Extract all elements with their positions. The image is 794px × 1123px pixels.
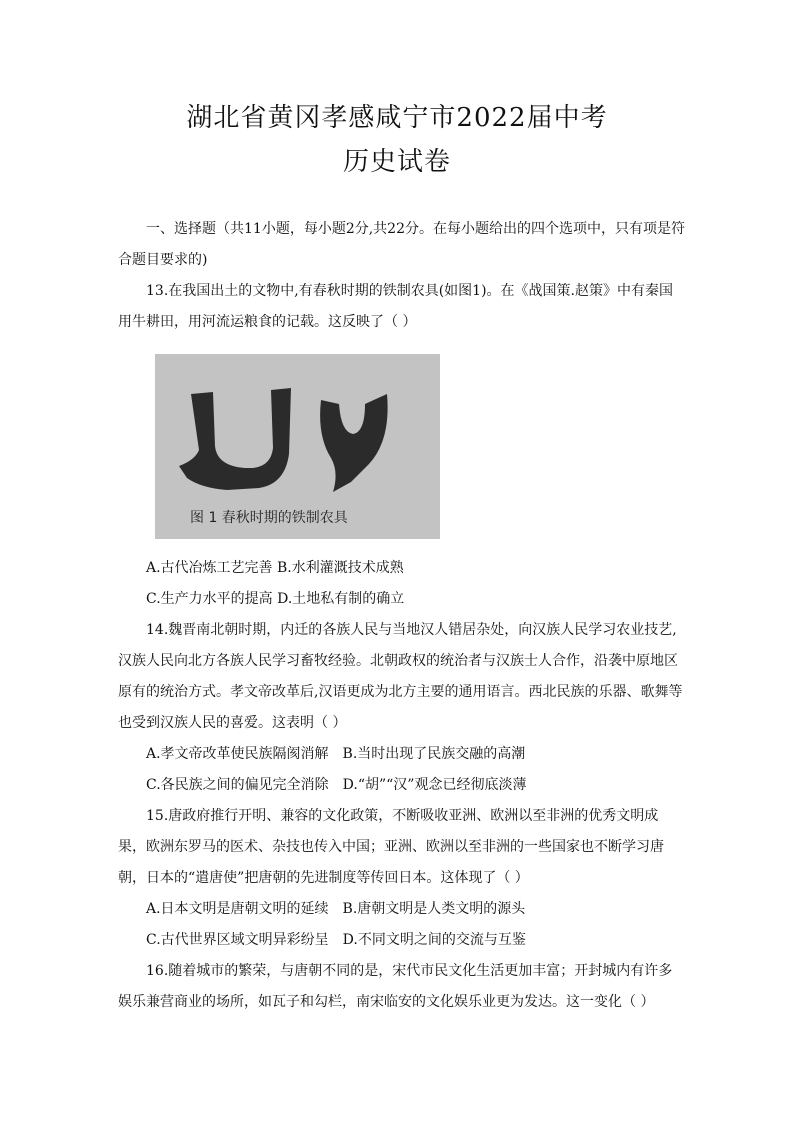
question-14-option-cd: C.各民族之间的偏见完全消除 D.“胡”“汉”观念已经彻底淡薄 (146, 777, 527, 793)
question-15-stem: 15.唐政府推行开明、兼容的文化政策，不断吸收亚洲、欧洲以至非洲的优秀文明成果，欧洲东罗马的医术、杂技也传入中国；亚洲、欧洲以至非洲的一些国家也不断学习唐朝，日本的“遣唐使”把唐朝的先进制度等传回日本。这体现了（ ） (118, 808, 664, 886)
iron-tools-illustration (155, 354, 440, 539)
question-14-stem: 14.魏晋南北朝时期，内迁的各族人民与当地汉人错居杂处，向汉族人民学习农业技艺,汉族人民向北方各族人民学习畜牧经验。北朝政权的统治者与汉族士人合作，沿袭中原地区原有的统治方式。孝文帝改革后,汉语更成为北方主要的通用语言。西北民族的乐器、歌舞等也受到汉族人民的喜爱。这表明（ ） (118, 622, 683, 731)
question-15-option-cd: C.古代世界区域文明异彩纷呈 D.不同文明之间的交流与互鉴 (146, 932, 526, 948)
question-14-option-ab: A.孝文帝改革使民族隔阂消解 B.当时出现了民族交融的高潮 (146, 746, 526, 762)
question-13-option-ab: A.古代冶炼工艺完善 B.水利灌溉技术成熟 (146, 560, 404, 576)
question-13-option-cd: C.生产力水平的提高 D.土地私有制的确立 (146, 591, 405, 607)
question-15-option-ab: A.日本文明是唐朝文明的延续 B.唐朝文明是人类文明的源头 (146, 901, 526, 917)
figure-iron-tools-photo (155, 354, 440, 539)
exam-content (118, 214, 686, 1018)
exam-title-line2: 历史试卷 (342, 147, 451, 177)
exam-title-line1: 湖北省黄冈孝感咸宁市2022届中考 (186, 103, 608, 133)
section-heading: 一、选择题（共11小题，每小题2分,共22分。在每小题给出的四个选项中，只有项是符合题目要求的) (118, 221, 685, 268)
figure-caption: 图 1 春秋时期的铁制农具 (190, 510, 348, 526)
question-13-stem: 13.在我国出土的文物中,有春秋时期的铁制农具(如图1)。在《战国策.赵策》中有秦国用牛耕田，用河流运粮食的记载。这反映了（ ） (118, 283, 673, 330)
question-16-stem: 16.随着城市的繁荣，与唐朝不同的是，宋代市民文化生活更加丰富；开封城内有许多娱乐兼营商业的场所，如瓦子和勾栏，南宋临安的文化娱乐业更为发达。这一变化（ ） (118, 963, 673, 1010)
